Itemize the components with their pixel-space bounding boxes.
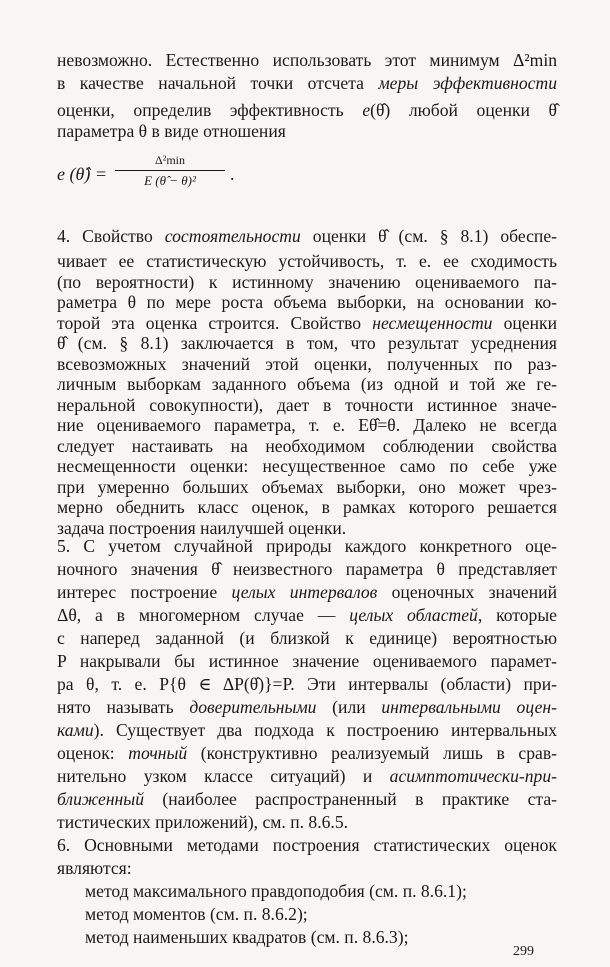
text-line-31: ближенный (наиболее распространенный в практике ста-	[57, 789, 557, 809]
text-line-37: метод наименьших квадратов (см. п. 8.6.3);	[85, 927, 409, 947]
text-line-6: чивает ее статистическую устойчивость, т. е. ее сходимость	[57, 251, 557, 271]
text-line-20: 5. С учетом случайной природы каждого конкретного оце-	[57, 536, 557, 556]
text-line-18: мерно обеднить класс оценок, в рамках которого решается	[57, 497, 557, 517]
text-line-23: Δθ, а в многомерном случае — целых областей, которые	[57, 605, 557, 625]
text-line-10: θ̂ (см. § 8.1) заключается в том, что результат усреднения	[57, 333, 557, 353]
text-line-5: 4. Свойство состоятельности оценки θ̂ (см. § 8.1) обеспе-	[57, 226, 557, 246]
text-line-7: (по вероятности) к истинному значению оцениваемого па-	[57, 271, 557, 292]
text-line-19: задача построения наилучшей оценки.	[57, 517, 347, 538]
text-line-14: ние оцениваемого параметра, т. е. Eθ̂=θ. Далеко не всегда	[57, 415, 557, 435]
formula-lhs: e (θ̂) =	[57, 164, 107, 184]
text-line-26: ра θ, т. е. P{θ ∈ ΔP(θ̂)}=P. Эти интервалы (области) при-	[57, 674, 557, 694]
formula-numerator: Δ²min	[155, 153, 185, 167]
text-line-24: с наперед заданной (и близкой к единице) вероятностью	[57, 628, 557, 648]
formula-fraction	[115, 152, 225, 189]
text-line-27: нято называть доверительными (или интервальными оцен-	[57, 697, 557, 717]
text-line-30: нительно узком классе ситуаций) и асимптотически-при-	[57, 766, 557, 786]
text-line-17: при умеренно больших объемах выборки, оно может чрез-	[57, 476, 557, 497]
text-line-32: тистических приложений), см. п. 8.6.5.	[57, 812, 349, 832]
page-number: 299	[513, 944, 534, 959]
fraction-bar	[115, 170, 225, 171]
text-line-22: интерес построение целых интервалов оценочных значений	[57, 582, 557, 602]
text-line-15: следует настаивать на необходимом соблюдении свойства	[57, 435, 557, 456]
text-line-35: метод максимального правдоподобия (см. п. 8.6.1);	[85, 881, 467, 901]
text-line-34: являются:	[57, 858, 132, 878]
text-line-25: P накрывали бы истинное значение оцениваемого парамет-	[57, 651, 557, 671]
text-line-36: метод моментов (см. п. 8.6.2);	[85, 904, 308, 924]
text-line-33: 6. Основными методами построения статистических оценок	[57, 835, 557, 855]
text-line-4: параметра θ в виде отношения	[57, 121, 286, 141]
text-line-2: в качестве начальной точки отсчета меры эффективности	[57, 73, 557, 93]
text-line-11: всевозможных значений этой оценки, полученных по раз-	[57, 353, 557, 374]
text-line-9: торой эта оценка строится. Свойство несмещенности оценки	[57, 312, 557, 333]
text-line-21: ночного значения θ̂ неизвестного параметра θ представляет	[57, 559, 557, 579]
text-line-13: неральной совокупности), дает в точности истинное значе-	[57, 394, 557, 415]
formula-end: .	[230, 164, 235, 184]
text-line-8: раметра θ по мере роста объема выборки, на основании ко-	[57, 292, 557, 312]
text-line-3: оценки, определив эффективность e(θ̂) любой оценки θ̂	[57, 100, 557, 120]
text-line-12: личным выборкам заданного объема (из одной и той же ге-	[57, 374, 557, 394]
efficiency-formula	[57, 152, 357, 202]
text-line-29: оценок: точный (конструктивно реализуемый лишь в срав-	[57, 743, 557, 763]
text-line-28: ками). Существует два подхода к построению интервальных	[57, 720, 557, 740]
formula-denominator: E (θ̂ − θ)²	[144, 173, 196, 188]
text-line-16: несмещенности оценки: несущественное само по себе уже	[57, 456, 557, 476]
text-line-1: невозможно. Естественно использовать этот минимум Δ²min	[57, 50, 557, 70]
